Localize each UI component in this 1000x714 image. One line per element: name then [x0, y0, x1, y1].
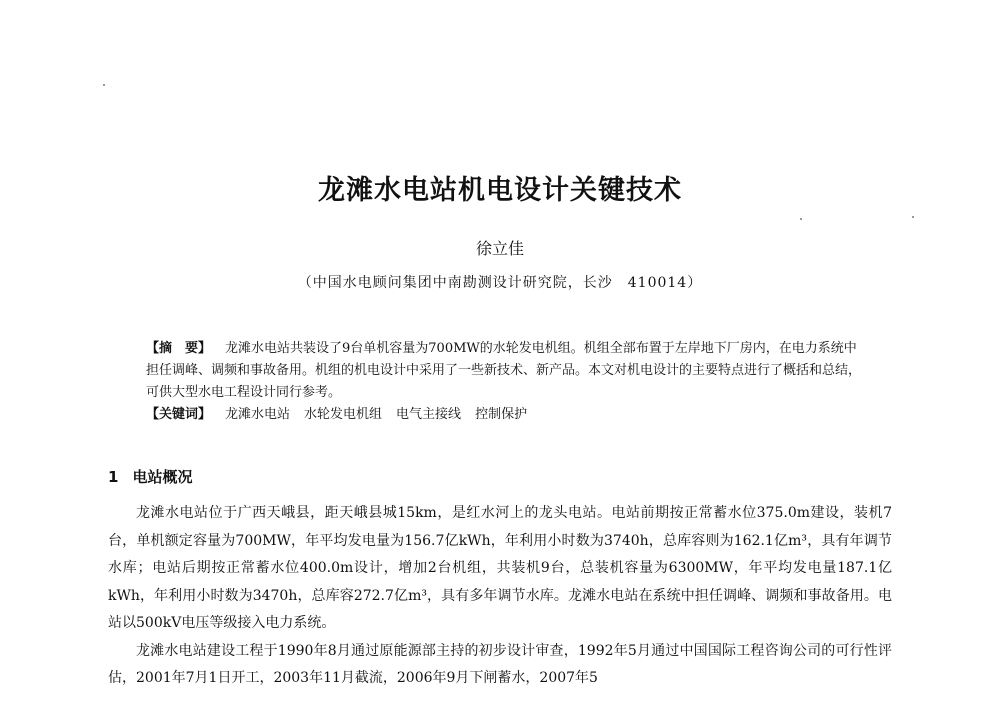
body-text [108, 500, 892, 693]
keyword: 电气主接线 [396, 407, 462, 422]
body-paragraph: 龙滩水电站位于广西天峨县，距天峨县城15km，是红水河上的龙头电站。电站前期按正常蓄水位375.0m建设，装机7台，单机额定容量为700MW，年平均发电量为156.7亿kWh，年利用小时数为3740h，总库容则为162.1亿m³，具有年调节水库；电站后期按正常蓄水位400.0m设计，增加2台机组，共装机9台，总装机容量为6300MW，年平均发电量187.1亿kWh，年利用小时数为3470h，总库容272.7亿m³，具有多年调节水库。龙滩水电站在系统中担任调峰、调频和事故备用。电站以500kV电压等级接入电力系统。 [108, 505, 892, 631]
abstract-paragraph [146, 338, 866, 404]
keyword: 水轮发电机组 [304, 407, 383, 422]
section-title: 电站概况 [132, 468, 193, 486]
scan-speck [103, 84, 105, 86]
scan-speck [912, 216, 914, 218]
body-paragraph: 龙滩水电站建设工程于1990年8月通过原能源部主持的初步设计审查，1992年5月通过中国国际工程咨询公司的可行性评估，2001年7月1日开工，2003年11月截流，2006年9月下闸蓄水，2007年5 [108, 642, 892, 686]
section-number: 1 [108, 468, 119, 486]
keyword: 龙滩水电站 [225, 407, 291, 422]
abstract-text: 龙滩水电站共装设了9台单机容量为700MW的水轮发电机组。机组全部布置于左岸地下厂房内，在电力系统中担任调峰、调频和事故备用。机组的机电设计中采用了一些新技术、新产品。本文对机电设计的主要特点进行了概括和总结，可供大型水电工程设计同行参考。 [146, 341, 862, 400]
author-name: 徐立佳 [475, 239, 524, 258]
keywords-line [146, 404, 866, 426]
keywords-label: 【关键词】 [146, 407, 212, 422]
author-affiliation: （中国水电顾问集团中南勘测设计研究院，长沙 410014） [297, 275, 703, 291]
abstract-label: 【摘 要】 [146, 341, 212, 356]
section-heading [108, 466, 192, 487]
keyword: 控制保护 [475, 407, 528, 422]
abstract-block [146, 338, 866, 426]
scan-speck [800, 218, 802, 220]
paper-title: 龙滩水电站机电设计关键技术 [318, 175, 682, 206]
